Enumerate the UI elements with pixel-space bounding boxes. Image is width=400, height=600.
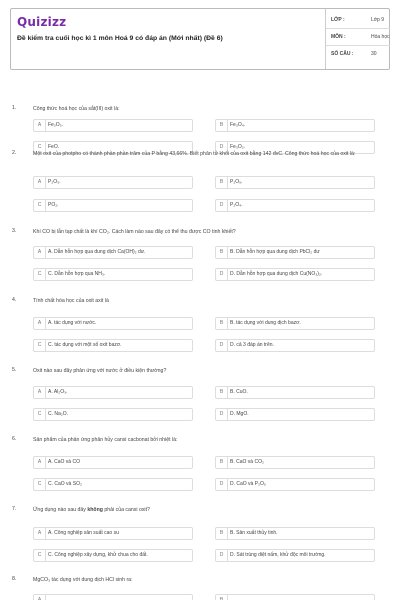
meta-divider [326,45,390,46]
answer-option-a[interactable] [33,527,193,540]
answer-option-a[interactable] [33,176,193,189]
option-letter: C [34,550,46,561]
meta-class-label: LỚP : [331,17,345,23]
worksheet-header [10,8,390,70]
option-text: P₂O₃. [48,179,61,185]
question-text: Công thức hoá học của sắt(III) oxit là: [33,106,120,112]
answer-option-b[interactable] [215,594,375,600]
option-letter: A [34,457,46,468]
answer-option-b[interactable] [215,527,375,540]
meta-subject [331,34,391,40]
answer-option-d[interactable] [215,339,375,352]
option-letter: C [34,479,46,490]
question-number: 5. [12,367,17,373]
option-text: C. CaO và SO₂ [48,481,82,487]
answer-option-c[interactable] [33,268,193,281]
option-text: PO₂. [48,202,59,208]
question-number: 1. [12,105,17,111]
answer-option-c[interactable] [33,478,193,491]
option-text: Fe₂O₃. [48,122,64,128]
meta-count-label: SỐ CÂU : [331,51,354,57]
option-text: P₂O₅. [230,179,243,185]
answer-option-b[interactable] [215,456,375,469]
meta-subject-value: Hóa học [371,34,390,40]
meta-subject-label: MÔN : [331,34,346,40]
option-letter: B [216,595,228,600]
option-text: A. Dẫn hỗn hợp qua dung dịch Ca(OH)₂ dư. [48,249,146,255]
option-text: D. CaO và P₂O₅ [230,481,266,487]
option-letter: A [34,177,46,188]
answer-option-d[interactable] [215,408,375,421]
option-letter: D [216,142,228,153]
question-text: Oxit nào sau đây phản ứng với nước ở điều kiện thường? [33,368,167,374]
meta-divider [326,28,390,29]
question-text: Một oxit của photpho có thành phần phần trăm của P bằng 43,66%. Biết phân tử khối của oxit bằng 142 đvC. Công thức hoá học của oxit là: [33,151,356,157]
option-text: D. cả 3 đáp án trên. [230,342,274,348]
answer-option-a[interactable] [33,317,193,330]
option-text: B. CuO. [230,389,248,395]
option-text: A. Công nghiệp sản suất cao su [48,530,119,536]
option-letter: A [34,247,46,258]
option-letter: B [216,457,228,468]
question-text: Sản phẩm của phản ứng phân hủy canxi cacbonat bởi nhiệt là: [33,437,178,443]
meta-class [331,17,391,23]
answer-option-b[interactable] [215,176,375,189]
question-number: 2. [12,150,17,156]
answer-option-b[interactable] [215,119,375,132]
meta-count [331,51,391,57]
question-number: 7. [12,506,17,512]
option-text: C. Na₂O. [48,411,68,417]
question-text: MgCO₃ tác dụng với dung dịch HCl sinh ra: [33,577,133,583]
option-letter: A [34,595,46,600]
option-text: P₂O₄. [230,202,243,208]
option-letter: D [216,340,228,351]
question-text: Khí CO bị lẫn tạp chất là khí CO₂. Cách làm nào sau đây có thể thu được CO tinh khiết? [33,229,236,235]
option-letter: B [216,318,228,329]
option-letter: B [216,387,228,398]
answer-option-d[interactable] [215,199,375,212]
option-letter: B [216,120,228,131]
answer-option-d[interactable] [215,478,375,491]
option-text: A. Al₂O₃. [48,389,68,395]
option-letter: B [216,177,228,188]
answer-option-a[interactable] [33,119,193,132]
question-number: 6. [12,436,17,442]
option-text: B. Dẫn hỗn hợp qua dung dịch PbCl₂ dư [230,249,320,255]
option-letter: B [216,528,228,539]
answer-option-c[interactable] [33,549,193,562]
answer-option-a[interactable] [33,456,193,469]
option-letter: A [34,528,46,539]
option-text: D. MgO. [230,411,249,417]
option-text: Fe₃O₂. [230,144,246,150]
option-text: D. Dẫn hỗn hợp qua dung dịch Cu(NO₃)₂. [230,271,323,277]
option-letter: D [216,269,228,280]
meta-count-value: 30 [371,51,377,57]
option-letter: D [216,550,228,561]
answer-option-a[interactable] [33,386,193,399]
option-letter: D [216,200,228,211]
answer-option-b[interactable] [215,386,375,399]
quizizz-logo: Quizizz [17,15,67,29]
option-text: Fe₃O₄. [230,122,246,128]
option-text: D. Sát trùng diệt nấm, khử độc môi trường. [230,552,326,558]
answer-option-b[interactable] [215,317,375,330]
answer-option-d[interactable] [215,268,375,281]
question-text: Tính chất hóa học của oxit axit là [33,298,109,304]
option-text: B. Sản xuất thủy tinh. [230,530,278,536]
option-letter: D [216,479,228,490]
answer-option-c[interactable] [33,199,193,212]
option-text: FeO. [48,144,60,150]
answer-option-d[interactable] [215,549,375,562]
question-text: Ứng dụng nào sau đây không phải của canxi oxit? [33,507,150,513]
option-text: A. tác dụng với nước. [48,320,97,326]
option-text: C. Dẫn hỗn hợp qua NH₃. [48,271,106,277]
question-number: 3. [12,228,17,234]
option-text: B. CaO và CO₂ [230,459,264,465]
option-text: C. tác dụng với một số oxit bazơ. [48,342,122,348]
option-letter: D [216,409,228,420]
option-text: A. CaO và CO [48,459,80,465]
option-letter: B [216,247,228,258]
option-text: C. Công nghiệp xây dựng, khử chua cho đất. [48,552,148,558]
option-letter: A [34,120,46,131]
option-letter: A [34,387,46,398]
answer-option-c[interactable] [33,408,193,421]
option-letter: C [34,200,46,211]
header-divider [325,9,326,69]
option-letter: C [34,269,46,280]
answer-option-c[interactable] [33,339,193,352]
answer-option-a[interactable] [33,246,193,259]
option-letter: A [34,318,46,329]
question-number: 8. [12,576,17,582]
meta-class-value: Lớp 9 [371,17,385,23]
option-text: B. tác dụng với dung dịch bazơ. [230,320,301,326]
option-letter: C [34,409,46,420]
answer-option-b[interactable] [215,246,375,259]
option-letter: C [34,340,46,351]
option-letter: C [34,142,46,153]
worksheet-title: Đề kiểm tra cuối học kì 1 môn Hoá 9 có đáp án (Mới nhất) (Đề 6) [17,35,223,42]
answer-option-a[interactable] [33,594,193,600]
question-number: 4. [12,297,17,303]
